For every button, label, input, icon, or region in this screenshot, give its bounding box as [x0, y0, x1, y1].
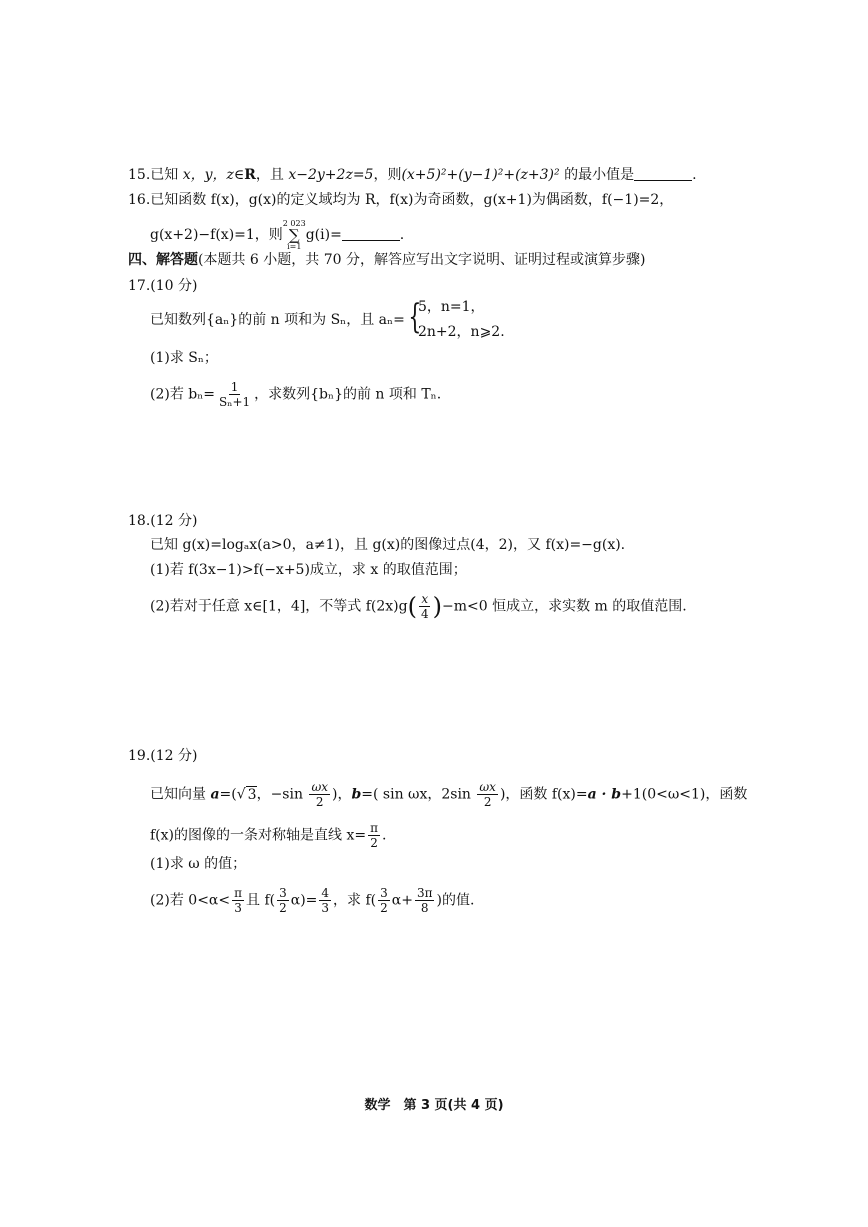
section-description: (本题共 6 小题，共 70 分，解答应写出文字说明、证明过程或演算步骤) [198, 252, 646, 268]
section-heading [128, 250, 645, 270]
answer-blank [342, 226, 400, 241]
q18-stem: 已知 g(x)=logₐx(a>0，a≠1)，且 g(x)的图像过点(4，2)，又 f(x)=−g(x). [150, 537, 626, 553]
page-footer: 数学 第 3 页(共 4 页) [364, 1098, 504, 1113]
question-16-line2: g(x+2)−f(x)=1，则 2 023 ∑ i=1 g(i)= . [150, 219, 405, 251]
q17-case-2: 2n+2，n⩾2. [418, 324, 505, 340]
q19-part-1: (1)求 ω 的值； [150, 856, 247, 872]
fraction: $\frac{\omega x}{2}$ [479, 780, 496, 809]
fraction: $\frac{x}{4}$ [420, 592, 429, 621]
q18-part-2: (2)若对于任意 x∈[1，4]，不等式 f(2x)g( $\frac{x}{4}$ )−m<0 恒成立，求实数 m 的取值范围. [150, 592, 687, 621]
answer-blank [634, 166, 692, 181]
question-16: 16.已知函数 f(x)，g(x)的定义域均为 R，f(x)为奇函数，g(x+1)为偶函数，f(−1)=2， [128, 192, 674, 208]
summation: 2 023 ∑ i=1 [282, 219, 306, 251]
q17-stem: 已知数列{aₙ}的前 n 项和为 Sₙ，且 aₙ= [150, 312, 405, 328]
brace: { [408, 297, 422, 337]
fraction: $\frac{3}{2}$ [380, 886, 388, 915]
q15-number: 15. [128, 167, 151, 183]
section-title: 四、解答题 [128, 252, 198, 268]
question-15: 15.已知 x，y，z∈R，且 x−2y+2z=5，则(x+5)²+(y−1)²+(z+3)² 的最小值是 . [128, 167, 697, 183]
q19-number: 19.(12 分) [128, 748, 198, 764]
q17-case-1: 5，n=1， [418, 299, 485, 315]
q17-number: 17.(10 分) [128, 278, 198, 294]
fraction: $\frac{\pi}{3}$ [234, 886, 242, 915]
q16-number: 16. [128, 192, 151, 208]
q18-part-1: (1)若 f(3x−1)>f(−x+5)成立，求 x 的取值范围； [150, 562, 467, 578]
q18-number: 18.(12 分) [128, 513, 198, 529]
fraction: $\frac{1}{\text{Sₙ+1}}$ [219, 380, 251, 409]
q17-part-1: (1)求 Sₙ； [150, 350, 218, 366]
q19-line2: f(x)的图像的一条对称轴是直线 x= $\frac{\pi}{2}$ . [150, 821, 387, 850]
q19-part-2: (2)若 0<α< $\frac{\pi}{3}$ 且 f( $\frac{3}{2}$ α)= $\frac{4}{3}$ ，求 f( $\frac{3}{2}$ α+ $\frac{3\pi}{8}$ )的值. [150, 886, 475, 915]
q19-stem: 已知向量 a=(√ 3，−sin $\frac{\omega x}{2}$ )，b=( sin ωx，2sin $\frac{\omega x}{2}$ )，函数 f(x)=a · b+1(0<ω<1)，函数 [150, 780, 748, 809]
fraction: $\frac{3\pi}{8}$ [416, 886, 433, 915]
q17-part-2: (2)若 bₙ= $\frac{1}{\text{Sₙ+1}}$ ，求数列{bₙ}的前 n 项和 Tₙ. [150, 380, 442, 409]
fraction: $\frac{4}{3}$ [321, 886, 330, 915]
fraction: $\frac{3}{2}$ [279, 886, 287, 915]
fraction: $\frac{\omega x}{2}$ [311, 780, 328, 809]
fraction: $\frac{\pi}{2}$ [370, 821, 378, 850]
